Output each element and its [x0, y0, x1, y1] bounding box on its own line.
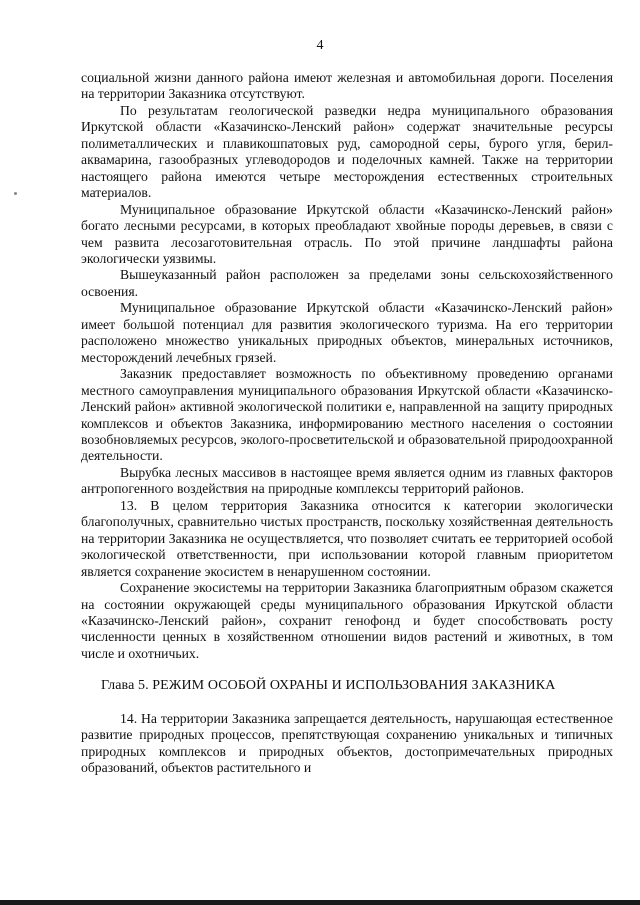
- paragraph-item-14: 14. На территории Заказника запрещается деятельность, нарушающая естественное развитие природных процессов, препятствующая сохранению уникальных и типичных природных комплексов и природных объектов, достопримечательных природных образований, объектов растительного и: [81, 710, 613, 776]
- chapter-heading: Глава 5. РЕЖИМ ОСОБОЙ ОХРАНЫ И ИСПОЛЬЗОВАНИЯ ЗАКАЗНИКА: [101, 678, 556, 694]
- scan-bottom-edge: [0, 900, 640, 905]
- paragraph-logging: Вырубка лесных массивов в настоящее время является одним из главных факторов антропогенного воздействия на природные комплексы территорий районов.: [81, 464, 613, 497]
- paragraph-agricultural-zone: Вышеуказанный район расположен за пределами зоны сельскохозяйственного освоения.: [81, 267, 613, 299]
- paragraph-reserve-opportunity: Заказник предоставляет возможность по объективному проведению органами местного самоуправления муниципального образования Иркутской области «Казачинско-Ленский район» активной экологической политики е, направленной на защиту природных комплексов и объектов Заказника, информированию местного населения о состоянии возобновляемых ресурсов, эколого-просветительской и образовательной природоохранной деятельности.: [81, 366, 613, 464]
- document-body: [81, 70, 613, 777]
- paragraph-ecosystem-preservation: Сохранение экосистемы на территории Заказника благоприятным образом скажется на состоянии окружающей среды муниципального образования Иркутской области «Казачинско-Ленский район», сохранит генофонд и будет способствовать росту численности ценных в хозяйственном отношении видов растений и животных, в том числе и охотничьих.: [81, 580, 613, 661]
- page-number: 4: [316, 38, 324, 53]
- paragraph-item-13: 13. В целом территория Заказника относится к категории экологически благополучных, сравнительно чистых пространств, поскольку хозяйственная деятельность на территории Заказника не осуществляется, что позволяет считать ее территорией особой экологической ответственности, при использовании которой главным приоритетом является сохранение экосистем в ненарушенном состоянии.: [81, 497, 613, 579]
- paragraph-continuation: социальной жизни данного района имеют железная и автомобильная дороги. Поселения на территории Заказника отсутствуют.: [81, 70, 613, 102]
- paragraph-ecotourism: Муниципальное образование Иркутской области «Казачинско-Ленский район» имеет большой потенциал для развития экологического туризма. На его территории расположено множество уникальных природных объектов, минеральных источников, месторождений лечебных грязей.: [81, 300, 613, 365]
- paragraph-geology: По результатам геологической разведки недра муниципального образования Иркутской области «Казачинско-Ленский район» содержат значительные ресурсы полиметаллических и плавикошпатовых руд, самородной серы, бурого угля, берил-аквамарина, газообразных углеводородов и поделочных камней. Также на территории настоящего района имеются четыре месторождения естественных строительных материалов.: [81, 102, 613, 201]
- scan-margin-mark: [14, 192, 17, 195]
- paragraph-forest-resources: Муниципальное образование Иркутской области «Казачинско-Ленский район» богато лесными ресурсами, в которых преобладают хвойные породы деревьев, в связи с чем развита лесозаготовительная отрасль. По этой причине ландшафты района экологически уязвимы.: [81, 201, 613, 266]
